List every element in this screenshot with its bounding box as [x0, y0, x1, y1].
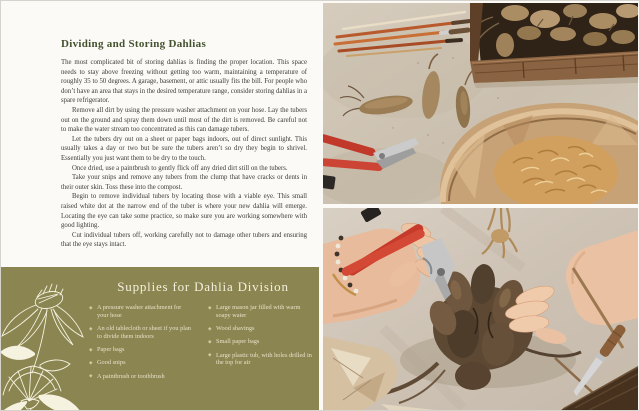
supply-item — [208, 352, 313, 368]
supplies-list-right — [208, 304, 313, 386]
supply-item — [89, 359, 194, 367]
paragraph: Begin to remove individual tubers by locating those with a viable eye. This small raised white dot at the narrow end of the tuber is where your new dahlia will emerge. Locating the eye can take some practice, so make sure you are working somewhere with good lighting. — [61, 193, 307, 230]
diamond-bullet-icon: ◆ — [208, 326, 212, 332]
paragraph: Cut individual tubers off, working carefully not to damage other tubers and ensuring that the eye stays intact. — [61, 231, 307, 249]
page-title: Dividing and Storing Dahlias — [61, 38, 207, 50]
paragraph: Take your snips and remove any tubers from the clump that have cracks or dents in their outer skin. Toss these into the compost. — [61, 174, 307, 191]
supply-item-text: Wood shavings — [216, 325, 255, 333]
supply-item-text: Large mason jar filled with warm soapy water — [216, 304, 301, 319]
diamond-bullet-icon: ◆ — [208, 353, 212, 359]
tuber-flatlay-illustration — [323, 3, 638, 204]
supply-item-text: Large plastic tub, with holes drilled in the top for air — [216, 351, 312, 367]
supply-item-text: Small paper bags — [216, 338, 260, 346]
photo-dividing-hands — [323, 208, 638, 410]
supply-item-text: A pressure washer attachment for your hose — [97, 304, 182, 319]
supplies-box — [1, 267, 319, 411]
supply-item — [208, 338, 313, 346]
paragraph: Once dried, use a paintbrush to gently flick off any dried dirt still on the tubers. — [72, 164, 288, 172]
supply-item — [89, 346, 194, 354]
supplies-list-left — [89, 304, 194, 386]
supply-item — [208, 304, 313, 320]
supply-item-text: A paintbrush or toothbrush — [97, 372, 165, 380]
diamond-bullet-icon: ◆ — [208, 305, 212, 311]
supplies-content — [89, 279, 317, 386]
diamond-bullet-icon: ◆ — [89, 326, 93, 332]
supply-item-text: An old tablecloth or sheet if you plan to divide them indoors — [97, 325, 191, 340]
supply-item-text: Paper bags — [97, 346, 125, 354]
diamond-bullet-icon: ◆ — [89, 305, 93, 311]
diamond-bullet-icon: ◆ — [89, 360, 93, 366]
paragraph: The most complicated bit of storing dahlias is finding the proper location. This space needs to stay above freezing without getting too warm, maintaining a temperature of roughly 35 to 50 degrees. A garage, basement, or attic usually fits the bill. For people who don’t have an area that stays in the desired temperature range, consider storing dahlias in a spare refrigerator. — [61, 59, 307, 105]
paragraph: Remove all dirt by using the pressure washer attachment on your hose. Lay the tubers out on the ground and spray them down until most of the dirt is removed. Be careful not to make the water stream too concentrated as this can damage tubers. — [61, 106, 307, 134]
diamond-bullet-icon: ◆ — [208, 339, 212, 345]
left-page-article — [61, 38, 307, 250]
crate-of-tubers — [470, 3, 638, 88]
dividing-hands-illustration — [323, 208, 638, 410]
supply-item — [89, 304, 194, 320]
supply-item — [208, 325, 313, 333]
photo-tuber-flatlay — [323, 3, 638, 204]
supply-item — [89, 373, 194, 381]
supplies-columns — [89, 304, 317, 386]
supply-item-text: Good snips — [97, 359, 126, 367]
supplies-heading: Supplies for Dahlia Division — [117, 279, 289, 294]
diamond-bullet-icon: ◆ — [89, 374, 93, 380]
diamond-bullet-icon: ◆ — [89, 347, 93, 353]
paragraph: Let the tubers dry out on a sheet or paper bags indoors, out of direct sunlight. This usually takes a day or two but be sure the tubers aren’t so dry they begin to shrivel. Essentially you just want them to be dry to the touch. — [61, 135, 307, 162]
supply-item — [89, 325, 194, 341]
